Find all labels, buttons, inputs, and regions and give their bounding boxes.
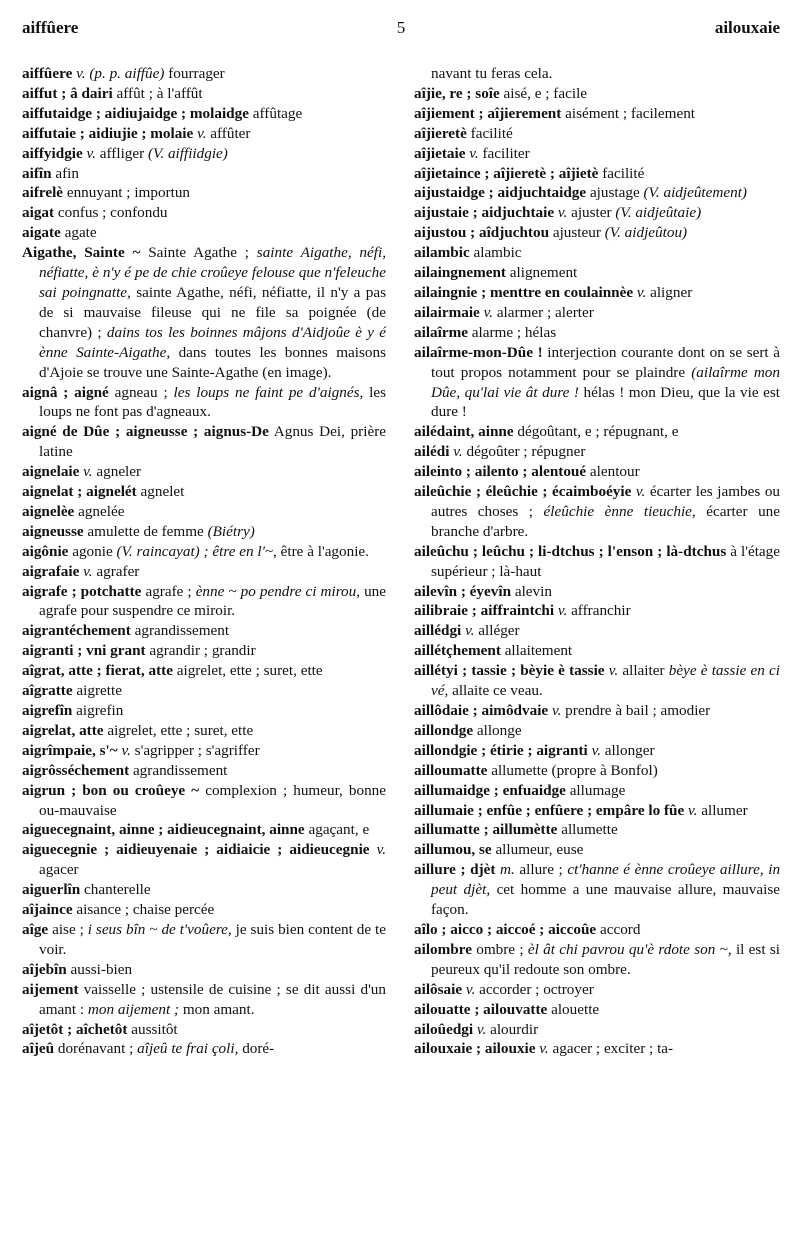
definition: agrafe ; xyxy=(145,582,192,600)
headword: aillumaie ; enfûe ; enfûere ; empâre lo fûe xyxy=(414,801,685,819)
definition: ennuyant ; importun xyxy=(66,184,191,202)
dictionary-entry xyxy=(22,243,386,382)
definition: agrandissement xyxy=(132,761,228,779)
definition: fourrager xyxy=(168,65,225,82)
dictionary-entry xyxy=(22,1020,386,1040)
dictionary-entry xyxy=(414,283,780,303)
grammar-note: v. xyxy=(688,801,698,819)
example: ènne ~ po pendre ci mirou, xyxy=(195,582,361,600)
definition: agate xyxy=(64,224,97,242)
headword: aîlo ; aicco ; aiccoé ; aiccoûe xyxy=(414,920,597,938)
headword: aigrun ; bon ou croûeye ~ xyxy=(22,781,200,799)
headword: aigrafe ; potchatte xyxy=(22,582,142,600)
headword: ailairmaie xyxy=(414,303,480,321)
translation: dans toutes les bonnes maisons d'Ajoie se trouve une Sainte-Agathe (en image). xyxy=(39,343,387,381)
dictionary-entry xyxy=(414,183,780,203)
definition: affranchir xyxy=(571,602,631,620)
dictionary-entry xyxy=(22,641,386,661)
dictionary-entry xyxy=(22,144,386,164)
translation: je suis bien content de te voir. xyxy=(39,920,387,958)
definition: aise ; xyxy=(52,920,84,938)
definition: alourdir xyxy=(490,1020,539,1038)
headword: aiguerlîn xyxy=(22,881,81,899)
headword: aileûchie ; éleûchie ; écaimboéyie xyxy=(414,483,632,501)
headword: aîjeû xyxy=(22,1040,55,1058)
dictionary-entry xyxy=(414,1020,780,1040)
definition: affûtage xyxy=(252,104,303,122)
dictionary-entry xyxy=(414,701,780,721)
grammar-note: v. xyxy=(453,443,463,461)
definition: aigrelet, ette ; suret, ette xyxy=(107,721,254,739)
headword: aigné de Dûe ; aigneusse ; aignus-De xyxy=(22,423,269,441)
dictionary-entry xyxy=(22,840,386,880)
dictionary-entry xyxy=(22,880,386,900)
dictionary-entry xyxy=(22,183,386,203)
definition: alléger xyxy=(478,622,520,640)
dictionary-entry xyxy=(414,840,780,860)
headword: aigrantéchement xyxy=(22,622,131,640)
example: (V. aidjeûtement) xyxy=(643,184,747,202)
dictionary-entry xyxy=(414,661,780,701)
example: sainte Aigathe, néfi, néfiatte, è n'y é pe de chie croûeye felouse que n'feleuche sai poingnatte, xyxy=(39,244,386,301)
dictionary-entry xyxy=(22,522,386,542)
definition: à l'étage supérieur ; là-haut xyxy=(431,542,781,580)
headword: aiffutaie ; aidiujie ; molaie xyxy=(22,124,194,142)
definition: navant tu feras cela. xyxy=(431,65,553,82)
headword: aijustaie ; aidjuchtaie xyxy=(414,204,555,222)
dictionary-entry xyxy=(414,323,780,343)
headword: aiguecegnie ; aidieuyenaie ; aidiaicie ; aidieucegnie xyxy=(22,841,370,859)
left-column xyxy=(22,64,386,1059)
dictionary-entry xyxy=(22,701,386,721)
example: (V. aidjeûtaie) xyxy=(615,204,702,222)
dictionary-entry xyxy=(414,641,780,661)
headword: aigrafaie xyxy=(22,562,80,580)
headword: aigate xyxy=(22,224,61,242)
definition: facilité xyxy=(602,164,645,182)
grammar-note: v. xyxy=(197,124,207,142)
definition: dégoûtant, e ; répugnant, e xyxy=(517,423,679,441)
grammar-note: v. xyxy=(557,602,568,620)
dictionary-entry xyxy=(22,84,386,104)
headword: aîgratte xyxy=(22,682,73,700)
example: aîjeû te frai çoli, xyxy=(137,1040,239,1058)
dictionary-entry xyxy=(22,582,386,622)
grammar-note: v. (p. p. aiffûe) xyxy=(76,65,165,82)
grammar-note: v. xyxy=(636,283,647,301)
definition: accord xyxy=(599,920,641,938)
definition: allumer xyxy=(701,801,748,819)
headword: aillumatte ; aillumètte xyxy=(414,821,558,839)
headword: aiffutaidge ; aidiujaidge ; molaidge xyxy=(22,104,249,122)
dictionary-entry xyxy=(22,980,386,1020)
definition: allumeur, euse xyxy=(495,841,584,859)
definition: accorder ; octroyer xyxy=(479,980,594,998)
headword: aigrefîn xyxy=(22,702,73,719)
headword: aigrîmpaie, s'~ xyxy=(22,741,118,759)
dictionary-entry xyxy=(414,781,780,801)
dictionary-entry xyxy=(22,422,386,462)
headword: ailoûedgi xyxy=(414,1020,474,1038)
grammar-note: v. xyxy=(635,483,646,501)
grammar-note: v. xyxy=(86,144,96,162)
headword: ailédaint, ainne xyxy=(414,423,514,441)
definition: agrafer xyxy=(96,562,140,580)
headword: aileûchu ; leûchu ; li-dtchus ; l'enson ; là-dtchus xyxy=(414,542,727,560)
grammar-note: v. xyxy=(551,702,562,719)
dictionary-entry xyxy=(414,621,780,641)
dictionary-entry xyxy=(414,124,780,144)
headword: aillôdaie ; aimôdvaie xyxy=(414,702,549,719)
dictionary-entry xyxy=(414,860,780,920)
example: èl ât chi pavrou qu'è rdote son ~, xyxy=(527,940,732,958)
definition: agnelet xyxy=(140,483,185,501)
definition: complexion ; humeur, bonne ou-mauvaise xyxy=(39,781,386,819)
definition: agonie xyxy=(72,542,113,560)
dictionary-entry xyxy=(414,263,780,283)
dictionary-entry xyxy=(414,104,780,124)
headword: aîjie, re ; soîe xyxy=(414,84,500,102)
definition: Agnus Dei, prière latine xyxy=(39,423,386,461)
translation: hélas ! mon Dieu, que la vie est dure ! xyxy=(431,383,780,421)
headword: ailibraie ; aiffraintchi xyxy=(414,602,555,620)
definition: prendre à bail ; amodier xyxy=(565,702,711,719)
dictionary-entry xyxy=(22,721,386,741)
example: bèye è tassie en ci vé, xyxy=(431,662,781,700)
right-column xyxy=(414,64,780,1059)
definition: aussi-bien xyxy=(70,960,133,978)
dictionary-entry xyxy=(414,920,780,940)
dictionary-entry xyxy=(22,621,386,641)
dictionary-entry xyxy=(22,64,386,84)
definition: allonge xyxy=(476,721,522,739)
grammar-note: v. xyxy=(591,741,601,759)
dictionary-entry xyxy=(414,164,780,184)
definition: allonger xyxy=(604,741,655,759)
example: mon aijement ; xyxy=(87,1000,180,1018)
headword: aigrôsséchement xyxy=(22,761,130,779)
definition: agacer ; exciter ; ta- xyxy=(552,1040,674,1058)
headword: ailambic xyxy=(414,244,470,262)
definition: aligner xyxy=(650,283,693,301)
dictionary-entry xyxy=(22,383,386,423)
dictionary-entry xyxy=(22,661,386,681)
definition: alouette xyxy=(551,1000,600,1018)
headword: ailôsaie xyxy=(414,980,463,998)
definition: écarter les jambes ou autres choses ; xyxy=(431,483,781,520)
grammar-note: v. xyxy=(608,662,619,680)
translation: sainte Agathe, néfi, néfiatte, il n'y a pas de si mauvaise fileuse qui ne file sa poignée (de chanvre) ; xyxy=(39,283,387,341)
headword: aiffut ; â dairi xyxy=(22,84,113,102)
dictionary-entry xyxy=(22,900,386,920)
header-first-word: aiffûere xyxy=(22,18,79,37)
definition: alevin xyxy=(514,582,552,600)
headword: aîjaince xyxy=(22,901,73,919)
definition: affût ; à l'affût xyxy=(116,84,203,102)
headword: aîge xyxy=(22,920,49,938)
dictionary-entry xyxy=(414,1000,780,1020)
definition: amulette de femme xyxy=(87,522,204,540)
translation: être à l'agonie. xyxy=(280,542,369,560)
dictionary-entry xyxy=(414,542,780,582)
dictionary-entry xyxy=(22,124,386,144)
definition: allaitement xyxy=(504,642,573,660)
definition: vaisselle ; ustensile de cuisine ; se dit aussi d'un amant : xyxy=(39,980,386,1018)
definition: aisé, e ; facile xyxy=(503,84,588,102)
dictionary-entry xyxy=(414,741,780,761)
definition: alambic xyxy=(473,244,522,262)
dictionary-entry xyxy=(22,781,386,821)
dictionary-entry xyxy=(414,84,780,104)
grammar-note: m. xyxy=(500,861,515,879)
dictionary-entry xyxy=(22,820,386,840)
definition: allaiter xyxy=(622,662,665,680)
headword: aijustaidge ; aidjuchtaidge xyxy=(414,184,587,202)
headword: ailloumatte xyxy=(414,761,488,779)
definition: alarme ; hélas xyxy=(471,323,557,341)
dictionary-entry xyxy=(414,144,780,164)
headword: ailédi xyxy=(414,443,450,461)
example: dains tos les boinnes mâjons d'Aidjoûe è y é ènne Sainte-Aigathe, xyxy=(39,323,387,361)
headword: aifîn xyxy=(22,164,52,182)
headword: aifrelè xyxy=(22,184,64,202)
dictionary-entry xyxy=(22,223,386,243)
dictionary-entry xyxy=(414,820,780,840)
headword: ailaîrme-mon-Dûe ! xyxy=(414,343,543,361)
dictionary-entry xyxy=(414,940,780,980)
definition: agrandir ; grandir xyxy=(149,642,256,660)
dictionary-entry xyxy=(22,960,386,980)
example: i seus bîn ~ de t'voûere, xyxy=(87,920,232,938)
headword: aiguecegnaint, ainne ; aidieucegnaint, ainne xyxy=(22,821,305,839)
headword: ailaîrme xyxy=(414,323,468,341)
dictionary-entry xyxy=(22,482,386,502)
example: (V. aidjeûtou) xyxy=(604,224,688,242)
grammar-note: v. xyxy=(121,741,131,759)
definition: aigrelet, ette ; suret, ette xyxy=(176,662,323,680)
definition: Sainte Agathe ; xyxy=(148,244,249,262)
grammar-note: v. xyxy=(465,622,475,640)
grammar-note: v. xyxy=(83,463,93,481)
dictionary-entry xyxy=(414,1039,780,1059)
headword: aîjetôt ; aîchetôt xyxy=(22,1020,128,1038)
grammar-note: v. xyxy=(483,303,494,321)
headword: ailaingnement xyxy=(414,264,506,282)
dictionary-entry xyxy=(22,681,386,701)
headword: aignelèe xyxy=(22,502,75,520)
definition: aussitôt xyxy=(131,1020,178,1038)
dictionary-entry xyxy=(22,502,386,522)
definition: dorénavant ; xyxy=(57,1040,134,1058)
page-number: 5 xyxy=(396,18,406,37)
definition: allumette xyxy=(561,821,618,839)
dictionary-entry xyxy=(414,203,780,223)
headword: aigneusse xyxy=(22,522,84,540)
definition: allure ; xyxy=(519,861,563,879)
example: (ailaîrme mon Dûe, qu'lai vie ât dure ! xyxy=(431,363,780,401)
headword: aîgrat, atte ; fierat, atte xyxy=(22,662,173,680)
dictionary-entry xyxy=(414,482,780,542)
headword: aignâ ; aigné xyxy=(22,383,109,401)
definition: facilité xyxy=(470,124,513,142)
dictionary-entry xyxy=(414,243,780,263)
headword: aîjietaie xyxy=(414,144,466,162)
dictionary-entry xyxy=(414,303,780,323)
definition: aigrette xyxy=(76,682,122,700)
headword: Aigathe, Sainte ~ xyxy=(22,244,141,262)
headword: aigônie xyxy=(22,542,69,560)
grammar-note: v. xyxy=(539,1040,549,1058)
dictionary-entry xyxy=(414,422,780,442)
definition: dégoûter ; répugner xyxy=(466,443,586,461)
translation: allaite ce veau. xyxy=(452,682,543,700)
headword: ailevîn ; éyevîn xyxy=(414,582,512,600)
definition: chanterelle xyxy=(84,881,151,899)
headword: aillondgie ; étirie ; aigranti xyxy=(414,741,588,759)
headword: aigrelat, atte xyxy=(22,721,104,739)
grammar-note: v. xyxy=(83,562,93,580)
translation: mon amant. xyxy=(182,1000,255,1018)
headword: aillédgi xyxy=(414,622,462,640)
headword: aiffûere xyxy=(22,65,73,82)
headword: ailouxaie ; ailouxie xyxy=(414,1040,536,1058)
translation: cet homme a une mauvaise allure, mauvaise façon. xyxy=(431,881,781,919)
headword: aillétçhement xyxy=(414,642,501,660)
definition: aisément ; facilement xyxy=(565,104,696,122)
headword: aileinto ; ailento ; alentoué xyxy=(414,463,587,481)
headword: aigat xyxy=(22,204,55,222)
grammar-note: v. xyxy=(376,841,386,859)
dictionary-entry xyxy=(414,343,780,423)
headword: ailouatte ; ailouvatte xyxy=(414,1000,548,1018)
definition: alignement xyxy=(509,264,578,282)
definition: ajusteur xyxy=(552,224,601,242)
headword: aijustou ; aîdjuchtou xyxy=(414,224,550,242)
grammar-note: v. xyxy=(557,204,568,222)
headword: aillumaidge ; enfuaidge xyxy=(414,781,566,799)
grammar-note: v. xyxy=(469,144,479,162)
definition: agrandissement xyxy=(134,622,230,640)
definition: interjection courante dont on se sert à tout propos notamment pour se plaindre xyxy=(431,343,781,381)
example: les loups ne faint pe d'aignés, xyxy=(173,383,364,401)
dictionary-entry xyxy=(414,761,780,781)
dictionary-entry xyxy=(22,462,386,482)
translation: les loups ne font pas d'agneaux. xyxy=(39,383,387,421)
definition: alentour xyxy=(589,463,640,481)
example: (V. raincayat) ; être en l'~, xyxy=(116,542,277,560)
translation: doré- xyxy=(242,1040,275,1058)
definition: affûter xyxy=(210,124,251,142)
grammar-note: v. xyxy=(465,980,476,998)
definition: agnelée xyxy=(78,502,125,520)
dictionary-entry xyxy=(22,1039,386,1059)
dictionary-entry xyxy=(22,164,386,184)
grammar-note: v. xyxy=(476,1020,487,1038)
dictionary-entry xyxy=(414,223,780,243)
definition: agacer xyxy=(39,861,79,879)
definition: faciliter xyxy=(482,144,530,162)
headword: aillumou, se xyxy=(414,841,492,859)
definition: ombre ; xyxy=(476,940,524,958)
definition: s'agripper ; s'agriffer xyxy=(134,741,260,759)
dictionary-entry xyxy=(22,542,386,562)
dictionary-entry xyxy=(22,741,386,761)
definition: confus ; confondu xyxy=(57,204,168,222)
definition: agaçant, e xyxy=(308,821,370,839)
definition: ajustage xyxy=(589,184,640,202)
dictionary-entry xyxy=(414,582,780,602)
definition: afin xyxy=(55,164,79,182)
dictionary-entry xyxy=(414,801,780,821)
dictionary-entry xyxy=(22,761,386,781)
running-header xyxy=(22,18,780,44)
example: éleûchie ènne tieuchie, xyxy=(543,502,696,520)
definition: agneler xyxy=(96,463,142,481)
dictionary-entry xyxy=(414,601,780,621)
headword: aîjiement ; aîjierement xyxy=(414,104,562,122)
headword: aillure ; djèt xyxy=(414,861,496,879)
example: ct'hanne é ènne croûeye aillure, in peut djèt, xyxy=(431,861,781,899)
definition: affliger xyxy=(99,144,145,162)
example: (Biétry) xyxy=(207,522,255,540)
definition: aisance ; chaise percée xyxy=(76,901,215,919)
translation: écarter une branche d'arbre. xyxy=(431,502,780,540)
translation: une agrafe pour suspendre ce miroir. xyxy=(39,582,387,620)
headword: aillétyi ; tassie ; bèyie è tassie xyxy=(414,662,605,680)
headword: aignelat ; aignelét xyxy=(22,483,137,501)
headword: ailombre xyxy=(414,940,472,958)
dictionary-entry xyxy=(22,920,386,960)
headword: aignelaie xyxy=(22,463,80,481)
dictionary-entry xyxy=(414,980,780,1000)
dictionary-entry xyxy=(414,721,780,741)
dictionary-entry xyxy=(414,442,780,462)
headword: aîjebîn xyxy=(22,960,67,978)
definition: aigrefin xyxy=(76,702,124,719)
definition: ajuster xyxy=(571,204,612,222)
headword: aîjietaince ; aîjieretè ; aîjietè xyxy=(414,164,599,182)
dictionary-entry xyxy=(414,462,780,482)
dictionary-entry xyxy=(22,104,386,124)
headword: ailaingnie ; menttre en coulainnèe xyxy=(414,283,634,301)
header-last-word: ailouxaie xyxy=(714,18,780,37)
definition: alarmer ; alerter xyxy=(496,303,594,321)
headword: aiffyidgie xyxy=(22,144,83,162)
dictionary-entry xyxy=(22,562,386,582)
definition: allumette (propre à Bonfol) xyxy=(491,761,658,779)
entry-continuation xyxy=(414,64,780,84)
definition: agneau ; xyxy=(114,383,168,401)
dictionary-entry xyxy=(22,203,386,223)
headword: aigranti ; vni grant xyxy=(22,642,146,660)
definition: allumage xyxy=(569,781,626,799)
example: (V. aiffiidgie) xyxy=(147,144,228,162)
headword: aillondge xyxy=(414,721,474,739)
translation: il est si peureux qu'il redoute son ombre. xyxy=(431,940,780,978)
headword: aîjieretè xyxy=(414,124,467,142)
headword: aijement xyxy=(22,980,79,998)
